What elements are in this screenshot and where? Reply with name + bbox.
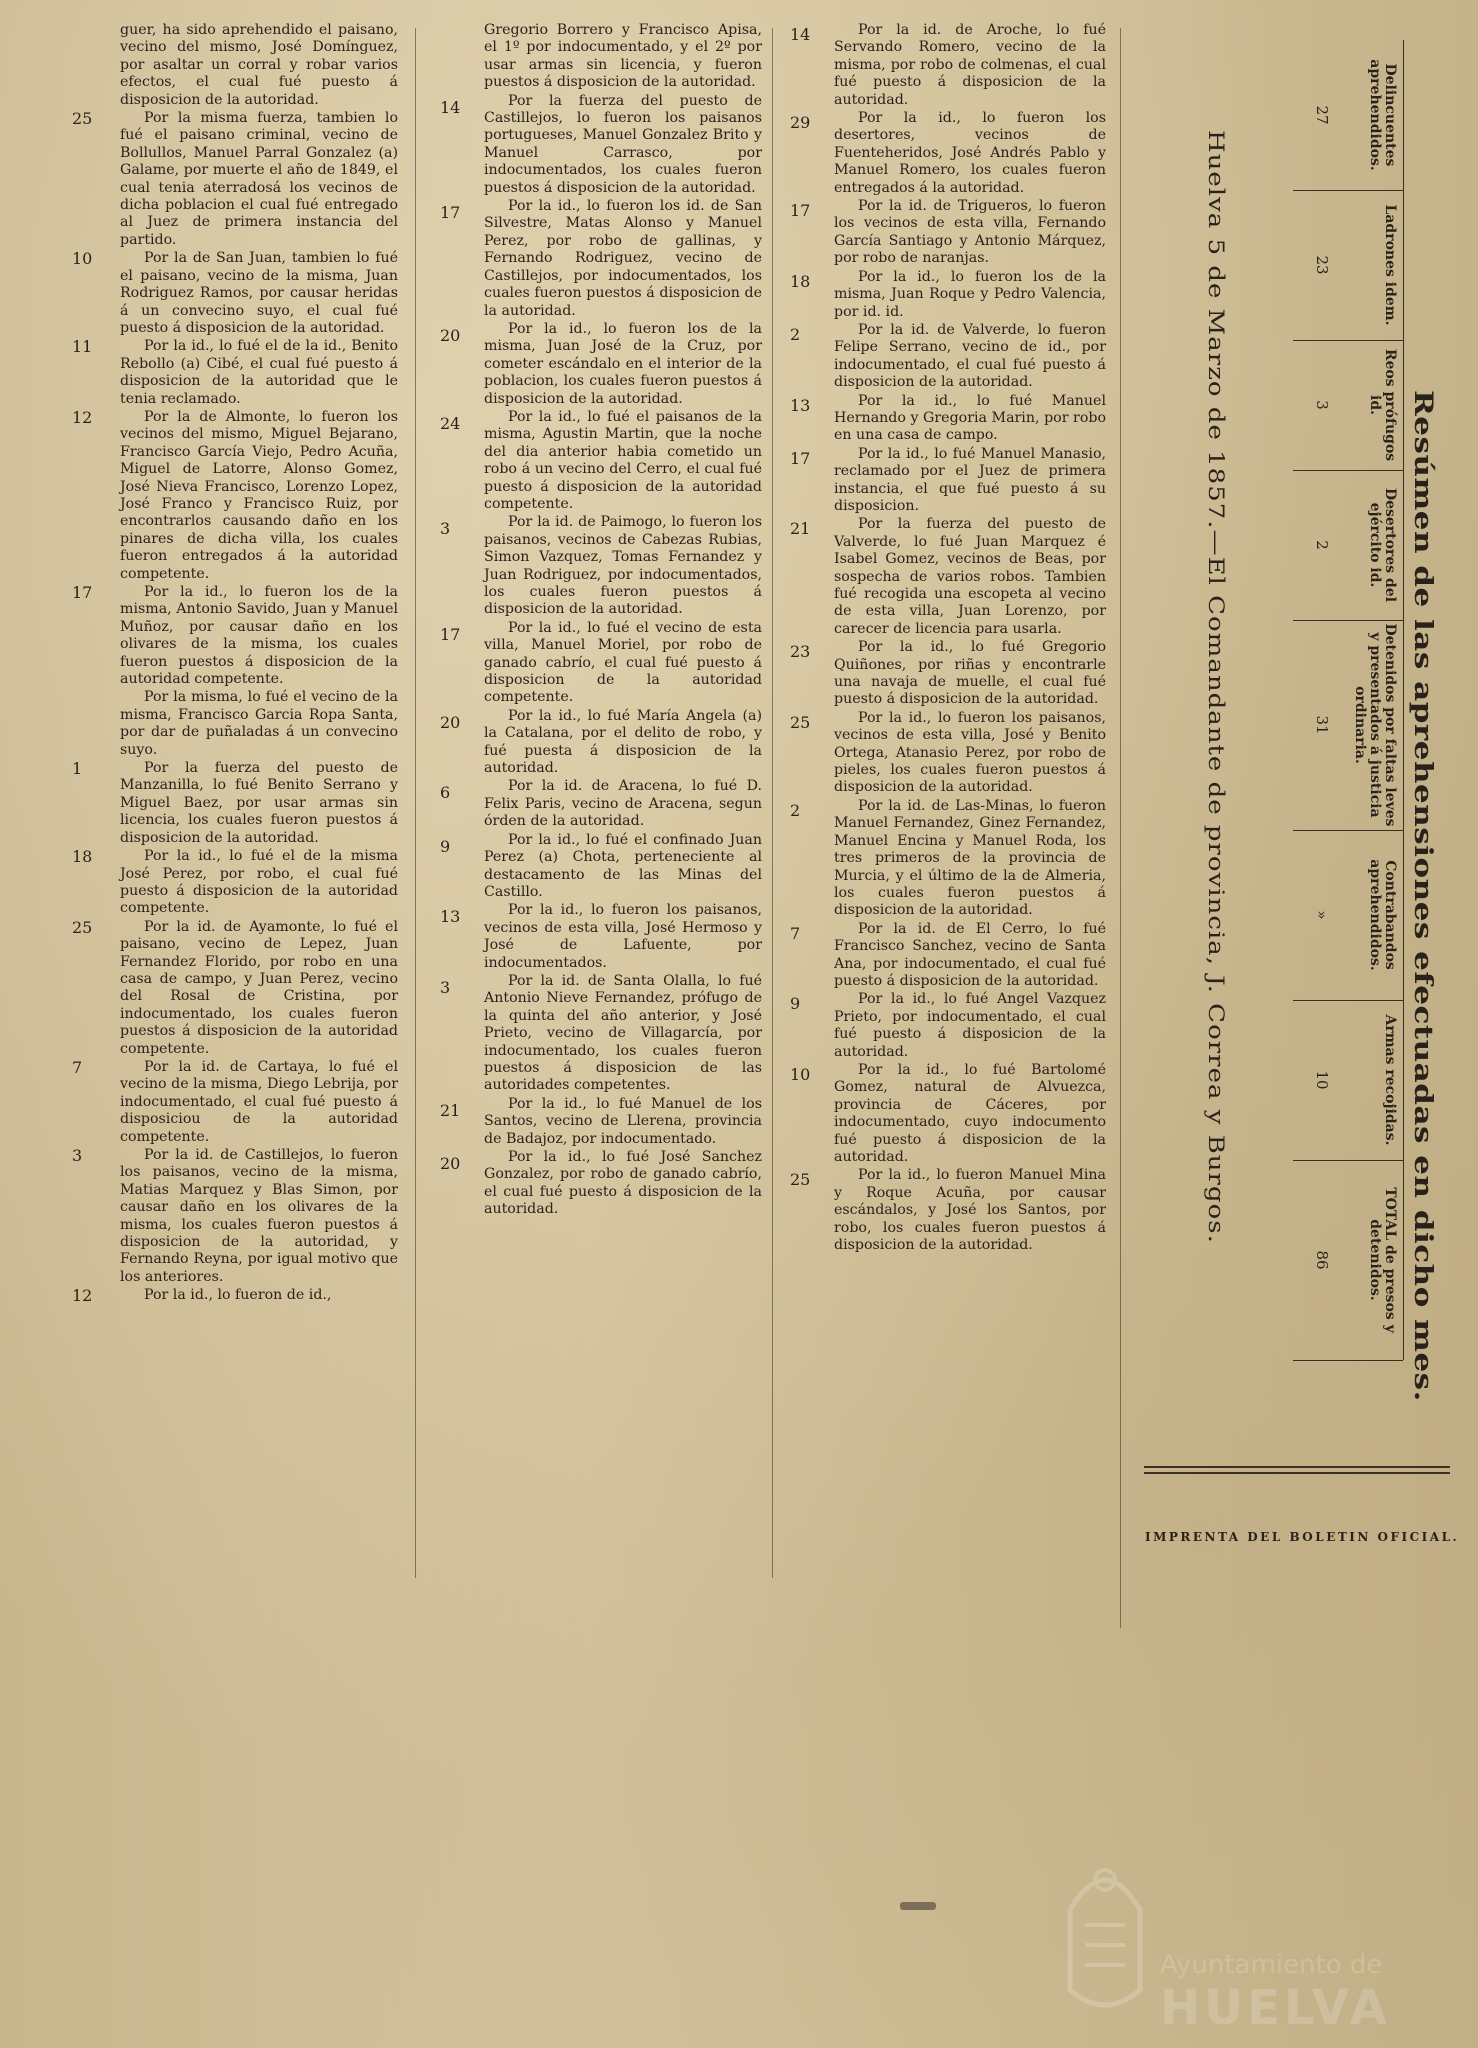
report-entry bbox=[790, 110, 1106, 197]
report-entry bbox=[38, 110, 398, 249]
entry-text: Por la de San Juan, tambien lo fué el paisano, vecino de la misma, Juan Rodriguez Ramos, por causar heridas á un convecino suyo, el cual fué puesto á disposicion de la autoridad. bbox=[120, 250, 398, 336]
entry-day: 13 bbox=[440, 907, 461, 927]
entry-text: Por la id., lo fueron los de la misma, Juan Roque y Pedro Valencia, por id. id. bbox=[834, 268, 1106, 320]
entry-day: 3 bbox=[72, 1146, 83, 1165]
report-entry bbox=[440, 1149, 762, 1219]
entry-text: Por la id. de Aracena, lo fué D. Felix Paris, vecino de Aracena, segun órden de la autoridad. bbox=[484, 778, 762, 830]
summary-cell bbox=[1293, 1160, 1403, 1361]
report-entry bbox=[38, 1147, 398, 1286]
entry-text: Por la id., lo fué el de la id., Benito Rebollo (a) Cibé, el cual fué puesto á disposicion de la autoridad que le tenia reclamado. bbox=[120, 338, 398, 407]
entry-text: Por la id., lo fué Angel Vazquez Prieto, por indocumentado, el cual fué puesto á disposicion de la autoridad. bbox=[834, 991, 1106, 1060]
entry-day: 14 bbox=[440, 97, 461, 117]
entry-day: 13 bbox=[790, 395, 811, 415]
entry-text: Por la id. de Santa Olalla, lo fué Antonio Nieve Fernandez, prófugo de la quinta del año anterior, y José Prieto, vecino de Villagarcía, por indocumentado, los cuales fueron puestos á disposicion de las autoridades competentes. bbox=[484, 972, 762, 1094]
summary-value: 2 bbox=[1313, 540, 1331, 550]
entry-text: Por la de Almonte, lo fueron los vecinos del mismo, Miguel Bejarano, Francisco García Viejo, Pedro Acuña, Miguel de Latorre, Alonso Gomez, José Nieva Francisco, Lorenzo Lopez, José Franco y Francisco Ruiz, por encontrarlos causando daño en los pinares de dicha villa, los cuales fueron entregados á la autoridad competente. bbox=[120, 408, 398, 582]
entry-day: 9 bbox=[790, 994, 801, 1014]
entry-day: 6 bbox=[440, 783, 451, 803]
entry-text: Por la id., lo fueron los id. de San Silvestre, Matas Alonso y Manuel Perez, por robo de gallinas, y Fernando Rodriguez, vecino de Castillejos, por indocumentados, los cuales fueron puestos á disposicion de la autoridad. bbox=[484, 198, 762, 319]
entry-text: Por la misma, lo fué el vecino de la misma, Francisco Garcia Ropa Santa, por dar de puñaladas á un convecino suyo. bbox=[120, 689, 398, 758]
report-entry bbox=[38, 250, 398, 337]
summary-cell bbox=[1293, 190, 1403, 341]
entry-day: 9 bbox=[440, 836, 451, 856]
entry-text: Por la fuerza del puesto de Manzanilla, lo fué Benito Serrano y Miguel Baez, por usar armas sin licencia, los cuales fueron puestos á disposicion de la autoridad. bbox=[120, 760, 398, 846]
summary-header: Ladrones idem. bbox=[1382, 204, 1398, 326]
report-entry bbox=[440, 620, 762, 707]
entry-text: Por la id. de Trigueros, lo fueron los vecinos de esta villa, Fernando García Santiago y Antonio Márquez, por robo de naranjas. bbox=[834, 198, 1106, 267]
entry-day: 10 bbox=[790, 1064, 811, 1084]
entry-text: Por la id., lo fué Manuel Manasio, reclamado por el Juez de primera instancia, el que fué puesto á su disposicion. bbox=[834, 445, 1106, 514]
entry-day: 18 bbox=[72, 847, 93, 867]
divider bbox=[1144, 1472, 1450, 1474]
report-entry bbox=[790, 798, 1106, 920]
entry-day: 23 bbox=[790, 642, 811, 662]
entry-text: Por la id. de Las-Minas, lo fueron Manuel Fernandez, Ginez Fernandez, Manuel Encina y Manuel Roda, los tres primeros de la provincia de Murcia, y el último de la de Almeria, los cuales fueron puestos á disposicion de la autoridad. bbox=[834, 797, 1106, 919]
report-entry bbox=[790, 991, 1106, 1061]
report-entry bbox=[790, 322, 1106, 392]
entry-text: Por la id. de Paimogo, lo fueron los paisanos, vecinos de Cabezas Rubias, Simon Vazquez, Tomas Fernandez y Juan Rodriguez, por indocumentados, los cuales fueron puestos á disposicion de la autoridad. bbox=[484, 514, 762, 618]
entry-text: Por la id., lo fueron Manuel Mina y Roque Acuña, por causar escándalos, y José los Santos, por robo, los cuales fueron puestos á disposicion de la autoridad. bbox=[834, 1167, 1106, 1254]
entry-text: Por la id., lo fueron los paisanos, vecinos de esta villa, José Hermoso y José de Lafuente, por indocumentados. bbox=[484, 902, 762, 971]
report-entry bbox=[440, 1096, 762, 1148]
summary-header: TOTAL de presos y detenidos. bbox=[1367, 1187, 1398, 1333]
entry-text: Por la id. de Aroche, lo fué Servando Romero, vecino de la misma, por robo de colmenas, el cual fué puesto á disposicion de la autoridad. bbox=[834, 22, 1106, 108]
entry-day: 20 bbox=[440, 1154, 461, 1173]
entry-day: 25 bbox=[72, 917, 93, 937]
report-entry bbox=[38, 848, 398, 918]
entry-day: 25 bbox=[790, 712, 811, 732]
report-entry bbox=[38, 22, 398, 109]
entry-text: Por la id., lo fué el paisanos de la misma, Agustin Martin, que la noche del dia anterior habia cometido un robo á un vecino del Cerro, el cual fué puesto á disposicion de la autoridad competente. bbox=[484, 408, 762, 512]
report-entry bbox=[790, 393, 1106, 445]
entry-text: Por la id., lo fueron de id., bbox=[144, 1287, 332, 1304]
entry-day: 21 bbox=[440, 1100, 461, 1120]
report-entry bbox=[790, 269, 1106, 321]
entry-text: Por la id., lo fué el de la misma José Perez, por robo, el cual fué puesto á disposicion de la autoridad competente. bbox=[120, 848, 398, 917]
entry-text: Por la id., lo fueron los de la misma, Antonio Savido, Juan y Manuel Muñoz, por causar daño en los olivares de la misma, los cuales fueron puestos á disposicion de la autoridad competente. bbox=[120, 584, 398, 688]
summary-table bbox=[1135, 40, 1438, 1402]
entry-day: 12 bbox=[72, 407, 93, 427]
summary-cell bbox=[1293, 620, 1403, 831]
entry-day: 24 bbox=[440, 413, 461, 433]
report-entry bbox=[440, 514, 762, 618]
summary-cell bbox=[1293, 340, 1403, 471]
report-entry bbox=[38, 409, 398, 583]
entry-day: 3 bbox=[440, 519, 451, 539]
entry-day: 18 bbox=[790, 271, 811, 291]
summary-cell bbox=[1293, 830, 1403, 1001]
entry-text: Por la id. de El Cerro, lo fué Francisco Sanchez, vecino de Santa Ana, por indocumentado, el cual fué puesto á disposicion de la autoridad. bbox=[834, 920, 1106, 989]
report-entry bbox=[440, 973, 762, 1095]
column-rule bbox=[1120, 28, 1121, 1628]
entry-day: 25 bbox=[790, 1170, 811, 1190]
entry-text: Gregorio Borrero y Francisco Apisa, el 1º por indocumentado, y el 2º por usar armas sin licencia, y fueron puestos á disposicion de la autoridad. bbox=[484, 22, 762, 91]
report-entry bbox=[38, 338, 398, 408]
entry-text: Por la id., lo fué Manuel de los Santos, vecino de Llerena, provincia de Badajoz, por indocumentado. bbox=[484, 1095, 762, 1147]
entry-day: 11 bbox=[72, 337, 93, 357]
summary-value: 23 bbox=[1313, 255, 1331, 275]
report-entry bbox=[790, 198, 1106, 268]
summary-value: 27 bbox=[1313, 105, 1331, 125]
imprint: IMPRENTA DEL BOLETIN OFICIAL. bbox=[1145, 1530, 1460, 1544]
watermark-line1: Ayuntamiento de bbox=[1160, 1950, 1383, 1980]
entry-day: 29 bbox=[790, 113, 811, 133]
report-entry bbox=[440, 778, 762, 830]
watermark-line2: HUELVA bbox=[1160, 1980, 1391, 2036]
summary-cell bbox=[1293, 40, 1403, 191]
entry-day: 2 bbox=[790, 800, 801, 820]
text-column-1 bbox=[38, 22, 398, 1306]
summary-header: Detenidos por faltas leves y presentados á justicia ordinaria. bbox=[1352, 623, 1398, 827]
report-entry bbox=[440, 708, 762, 778]
entry-day: 25 bbox=[72, 109, 93, 129]
report-entry bbox=[38, 584, 398, 688]
crest-icon bbox=[1060, 1850, 1150, 2020]
entry-day: 7 bbox=[72, 1057, 83, 1077]
summary-signature: Huelva 5 de Marzo de 1857.—El Comandante de provincia, J. Correa y Burgos. bbox=[1203, 130, 1228, 1244]
summary-value: » bbox=[1313, 910, 1331, 920]
entry-text: Por la id., lo fué el vecino de esta villa, Manuel Moriel, por robo de ganado cabrío, el cual fué puesto á disposicion de la autoridad competente. bbox=[484, 619, 762, 706]
entry-day: 17 bbox=[790, 448, 811, 468]
report-entry bbox=[790, 1167, 1106, 1254]
entry-day: 17 bbox=[72, 583, 93, 602]
report-entry bbox=[440, 22, 762, 92]
entry-day: 21 bbox=[790, 519, 811, 539]
entry-day: 20 bbox=[440, 325, 461, 345]
report-entry bbox=[440, 198, 762, 320]
report-entry bbox=[790, 639, 1106, 709]
entry-day: 1 bbox=[72, 759, 83, 779]
entry-text: Por la fuerza del puesto de Castillejos, lo fueron los paisanos portugueses, Manuel Gonzalez Brito y Manuel Carrasco, por indocumentados, los cuales fueron puestos á disposicion de la autoridad. bbox=[484, 92, 762, 196]
report-entry bbox=[790, 921, 1106, 991]
entry-text: Por la misma fuerza, tambien lo fué el paisano criminal, vecino de Bollullos, Manuel Parral Gonzalez (a) Galame, por muerte el año de 1849, el cual tenia aterradosá los vecinos de dicha poblacion el cual fué entregado al Juez de primera instancia del partido. bbox=[120, 110, 398, 248]
entry-day: 7 bbox=[790, 923, 801, 943]
entry-day: 17 bbox=[440, 203, 461, 223]
entry-text: Por la fuerza del puesto de Valverde, lo fué Juan Marquez é Isabel Gomez, vecinos de Beas, por sospecha de varios robos. Tambien fué recogida una escopeta al vecino de esta villa, Juan Lorenzo, por carecer de licencia para usarla. bbox=[834, 516, 1106, 637]
summary-cell bbox=[1293, 470, 1403, 621]
report-entry bbox=[38, 760, 398, 847]
entry-day: 2 bbox=[790, 324, 801, 344]
summary-cell bbox=[1293, 1000, 1403, 1161]
entry-text: Por la id. de Cartaya, lo fué el vecino de la misma, Diego Lebrija, por indocumentado, el cual fué puesto á disposiciou de la autoridad competente. bbox=[120, 1058, 398, 1145]
entry-text: Por la id., lo fué Bartolomé Gomez, natural de Alvuezca, provincia de Cáceres, por indocumentado, cuyo indocumento fué puesto á disposicion de la autoridad. bbox=[834, 1061, 1106, 1165]
summary-title: Resúmen de las aprehensiones efectuadas en dicho mes. bbox=[1408, 390, 1438, 1402]
entry-text: Por la id. de Valverde, lo fueron Felipe Serrano, vecino de id., por indocumentado, el cual fué puesto á disposicion de la autoridad. bbox=[834, 321, 1106, 391]
entry-text: Por la id., lo fué Manuel Hernando y Gregoria Marin, por robo en una casa de campo. bbox=[834, 392, 1106, 444]
ink-smudge bbox=[900, 1902, 936, 1910]
report-entry bbox=[38, 1059, 398, 1146]
entry-day: 20 bbox=[440, 712, 461, 732]
entry-text: Por la id. de Ayamonte, lo fué el paisano, vecino de Lepez, Juan Fernandez Florido, por robo en una casa de campo, y Juan Perez, vecino del Rosal de Cristina, por indocumentado, los cuales fueron puestos á disposicion de la autoridad competente. bbox=[120, 918, 398, 1057]
report-entry bbox=[440, 409, 762, 513]
report-entry bbox=[440, 93, 762, 197]
report-entry bbox=[38, 1287, 398, 1304]
summary-header: Contrabandos aprehendidos. bbox=[1367, 859, 1398, 971]
report-entry bbox=[790, 446, 1106, 516]
report-entry bbox=[38, 689, 398, 759]
entry-text: Por la id., lo fueron los paisanos, vecinos de esta villa, José y Benito Ortega, Atanasio Perez, por robo de pieles, los cuales fueron puestos á disposicion de la autoridad. bbox=[834, 709, 1106, 796]
entry-day: 14 bbox=[790, 25, 811, 44]
report-entry bbox=[790, 516, 1106, 638]
report-entry bbox=[790, 22, 1106, 109]
report-entry bbox=[38, 919, 398, 1058]
column-rule bbox=[772, 28, 773, 1578]
summary-header: Reos prófugos id. bbox=[1367, 348, 1398, 462]
entry-text: Por la id., lo fué María Angela (a) la Catalana, por el delito de robo, y fué puesta á disposicion de la autoridad. bbox=[484, 707, 762, 777]
summary-value: 10 bbox=[1313, 1070, 1331, 1090]
entry-day: 12 bbox=[72, 1286, 93, 1306]
entry-text: Por la id. de Castillejos, lo fueron los paisanos, vecino de la misma, Matias Marquez y Blas Simon, por causar daño en los olivares de la misma, los cuales fueron puestos á disposicion de la autoridad, y Fernando Reyna, por igual motivo que los anteriores. bbox=[120, 1147, 398, 1285]
summary-value: 86 bbox=[1313, 1250, 1331, 1270]
watermark bbox=[1060, 1830, 1440, 2036]
entry-day: 3 bbox=[440, 977, 451, 997]
entry-text: Por la id., lo fué José Sanchez Gonzalez, por robo de ganado cabrío, el cual fué puesto á disposicion de la autoridad. bbox=[484, 1149, 762, 1218]
text-column-2 bbox=[440, 22, 762, 1220]
report-entry bbox=[440, 321, 762, 408]
report-entry bbox=[790, 1062, 1106, 1166]
divider bbox=[1144, 1466, 1450, 1468]
entry-day: 10 bbox=[72, 249, 93, 269]
report-entry bbox=[440, 832, 762, 902]
entry-day: 17 bbox=[440, 624, 461, 644]
summary-value: 31 bbox=[1313, 715, 1331, 735]
entry-text: Por la id., lo fueron los desertores, vecinos de Fuenteheridos, José Andrés Pablo y Manuel Romero, los cuales fueron entregados á la autoridad. bbox=[834, 110, 1106, 196]
entry-day: 17 bbox=[790, 201, 811, 221]
report-entry bbox=[790, 710, 1106, 797]
text-column-3 bbox=[790, 22, 1106, 1255]
summary-value: 3 bbox=[1313, 400, 1331, 410]
summary-grid bbox=[1293, 40, 1404, 1360]
entry-text: guer, ha sido aprehendido el paisano, vecino del mismo, José Domínguez, por asaltar un corral y robar varios efectos, el cual fué puesto á disposicion de la autoridad. bbox=[120, 22, 398, 108]
summary-header: Desertores del ejército id. bbox=[1367, 487, 1398, 603]
report-entry bbox=[440, 902, 762, 972]
summary-header: Armas recojidas. bbox=[1382, 1014, 1398, 1146]
entry-text: Por la id., lo fueron los de la misma, Juan José de la Cruz, por cometer escándalo en el interior de la poblacion, los cuales fueron puestos á disposicion de la autoridad. bbox=[484, 320, 762, 407]
summary-header: Delincuentes aprehendidos. bbox=[1367, 59, 1398, 171]
column-rule bbox=[415, 28, 416, 1578]
entry-text: Por la id., lo fué Gregorio Quiñones, por riñas y encontrarle una navaja de muelle, el cual fué puesto á disposicion de la autoridad. bbox=[834, 639, 1106, 708]
entry-text: Por la id., lo fué el confinado Juan Perez (a) Chota, perteneciente al destacamento de las Minas del Castillo. bbox=[484, 831, 762, 900]
